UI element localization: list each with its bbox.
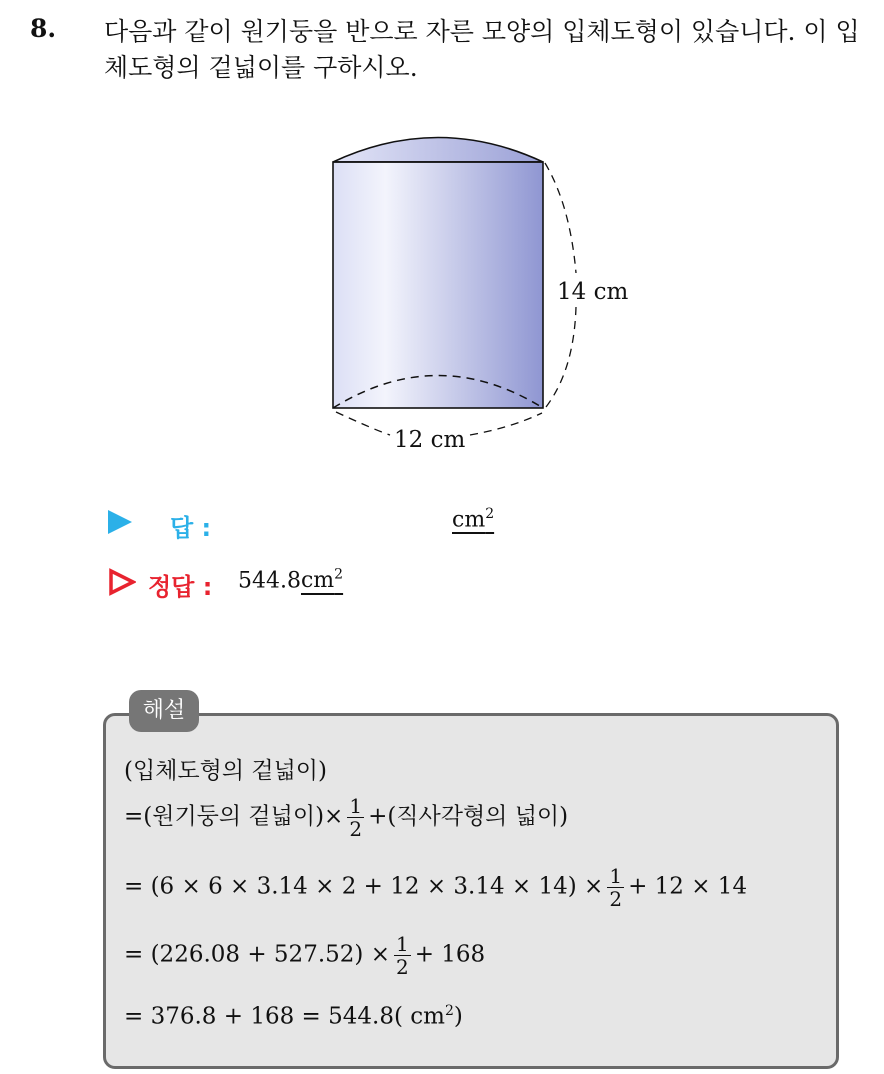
question-number: 8. (30, 14, 57, 43)
fraction-half (607, 865, 624, 910)
correct-answer-unit (301, 568, 343, 593)
solution-line-5 (124, 1003, 463, 1030)
height-arc-upper (545, 163, 576, 273)
fraction-half (394, 933, 411, 978)
solution-line-3-b: + 12 × 14 (628, 873, 748, 900)
solution-line-4-b: + 168 (414, 941, 486, 968)
height-arc-lower (546, 307, 576, 407)
correct-answer-label: 정답 : (148, 573, 213, 601)
solution-line-5-exp: 2 (444, 1003, 454, 1019)
fraction-denominator: 2 (395, 955, 409, 979)
solution-line-2-b: +(직사각형의 넓이) (368, 803, 569, 830)
correct-value-number: 544.8 (238, 568, 301, 594)
correct-unit-text: cm (300, 568, 335, 594)
cylinder-front-face (333, 162, 543, 408)
solution-line-5-a: = 376.8 + 168 = 544.8( cm (124, 1003, 445, 1030)
solution-line-4-a: = (226.08 + 527.52) × (124, 941, 390, 968)
answer-row (108, 506, 528, 542)
solution-line-3 (124, 865, 747, 910)
solution-line-2-a: =(원기둥의 겉넓이)× (124, 803, 344, 830)
answer-label: 답 : (170, 514, 212, 542)
bottom-width-dash-right (470, 413, 542, 435)
height-label: 14 cm (557, 279, 629, 305)
solution-line-1: (입체도형의 겉넓이) (124, 758, 328, 784)
fraction-numerator: 1 (609, 864, 623, 888)
solution-tag: 해설 (129, 690, 199, 732)
correct-unit-exp: 2 (334, 567, 344, 583)
width-label: 12 cm (394, 427, 466, 453)
bottom-width-dash (336, 412, 390, 435)
fraction-denominator: 2 (349, 817, 363, 841)
solution-line-5-b: ) (453, 1003, 463, 1030)
answer-unit-text: cm (452, 507, 486, 533)
question-text: 다음과 같이 원기둥을 반으로 자른 모양의 입체도형이 있습니다. 이 입체도형의 겉넓이를 구하시오. (104, 17, 860, 82)
solution-line-4 (124, 933, 485, 978)
answer-triangle-icon (108, 510, 132, 534)
correct-answer-row (108, 565, 508, 601)
fraction-numerator: 1 (349, 794, 363, 818)
fraction-numerator: 1 (395, 932, 409, 956)
half-cylinder-figure (320, 125, 650, 465)
answer-unit (452, 506, 494, 532)
solution-line-2 (124, 795, 568, 840)
correct-triangle-outline-icon (108, 568, 136, 596)
cylinder-top-face (333, 138, 543, 163)
solution-line-3-a: = (6 × 6 × 3.14 × 2 + 12 × 3.14 × 14) × (124, 873, 604, 900)
answer-unit-exp: 2 (485, 506, 495, 522)
correct-answer-value (238, 567, 343, 593)
fraction-half (347, 795, 364, 840)
fraction-denominator: 2 (609, 887, 623, 911)
